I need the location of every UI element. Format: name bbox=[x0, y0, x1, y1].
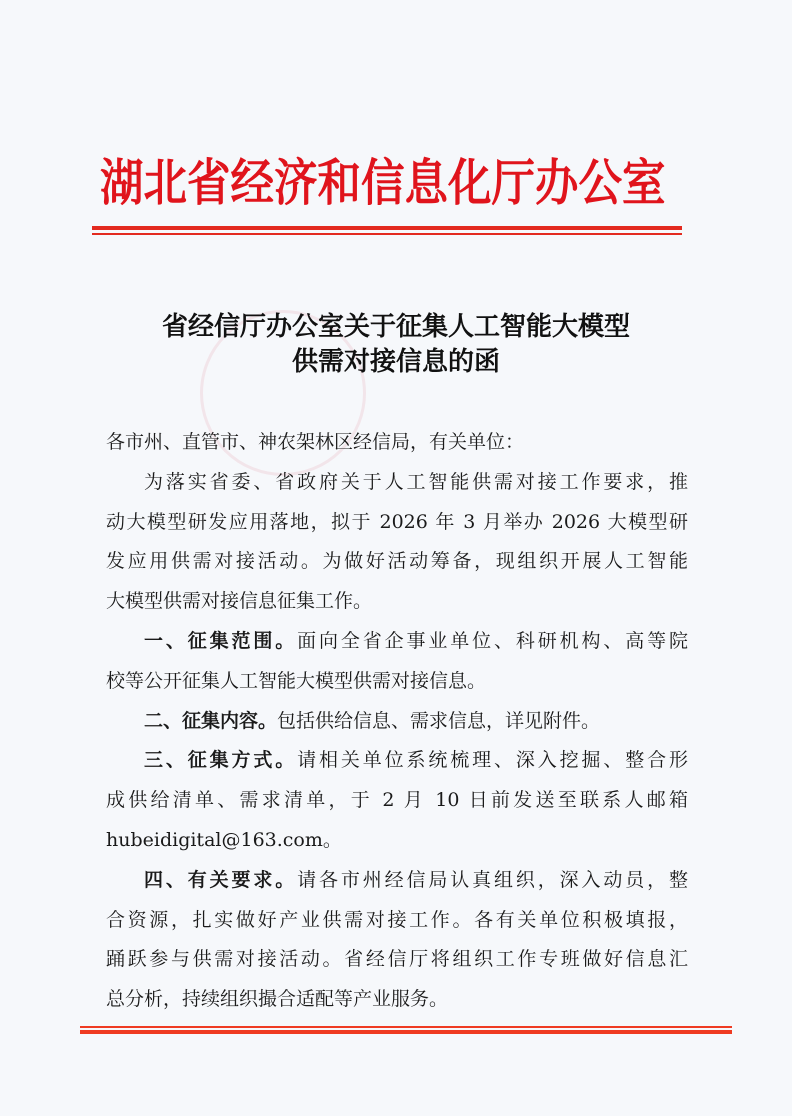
line-text: 请相关单位系统梳理、深入挖掘、整合形 bbox=[297, 749, 688, 772]
paragraph bbox=[106, 622, 688, 702]
paragraph-line bbox=[106, 901, 688, 941]
paragraph-line bbox=[106, 980, 688, 1020]
section-heading: 一、征集范围。 bbox=[144, 629, 298, 652]
line-text: 为落实省委、省政府关于人工智能供需对接工作要求，推 bbox=[144, 470, 688, 493]
line-text: 各市州、直管市、神农架林区经信局，有关单位： bbox=[106, 431, 525, 453]
document-title-line-2: 供需对接信息的函 bbox=[291, 347, 500, 377]
paragraph bbox=[106, 702, 688, 742]
paragraph-line bbox=[106, 662, 688, 702]
section-heading: 四、有关要求。 bbox=[144, 868, 298, 891]
paragraph-line bbox=[106, 463, 688, 503]
line-text: 面向全省企事业单位、科研机构、高等院 bbox=[297, 629, 688, 652]
paragraph-line bbox=[106, 821, 688, 861]
paragraph-line bbox=[106, 503, 688, 543]
paragraph-line bbox=[106, 741, 688, 781]
line-text: 大模型供需对接信息征集工作。 bbox=[106, 590, 373, 613]
line-text: 总分析，持续组织撮合适配等产业服务。 bbox=[106, 988, 449, 1011]
document-body bbox=[106, 423, 688, 1020]
document-title-line-1: 省经信厅办公室关于征集人工智能大模型 bbox=[161, 312, 630, 342]
paragraph-line bbox=[106, 940, 688, 980]
line-text: 包括供给信息、需求信息，详见附件。 bbox=[277, 709, 601, 732]
line-text: 成供给清单、需求清单，于 2 月 10 日前发送至联系人邮箱 bbox=[106, 789, 688, 812]
paragraph-line bbox=[106, 423, 688, 463]
line-text: 合资源，扎实做好产业供需对接工作。各有关单位积极填报， bbox=[106, 908, 688, 931]
paragraph-line bbox=[106, 582, 688, 622]
paragraph-line bbox=[106, 622, 688, 662]
line-text: 校等公开征集人工智能大模型供需对接信息。 bbox=[106, 669, 487, 692]
red-footer-rule-thin bbox=[80, 1026, 732, 1028]
paragraph-line bbox=[106, 702, 688, 742]
red-footer-rule-thick bbox=[80, 1030, 732, 1034]
paragraph-line bbox=[106, 542, 688, 582]
section-heading: 三、征集方式。 bbox=[144, 749, 298, 772]
red-header-rule-thick bbox=[92, 226, 682, 230]
paragraph-line bbox=[106, 781, 688, 821]
line-text: 请各市州经信局认真组织，深入动员，整 bbox=[297, 868, 688, 891]
paragraph bbox=[106, 423, 688, 463]
paragraph bbox=[106, 861, 688, 1020]
issuing-organization-title: 湖北省经济和信息化厅办公室 bbox=[100, 155, 666, 213]
red-header-rule-thin bbox=[92, 233, 682, 235]
line-text: 踊跃参与供需对接活动。省经信厅将组织工作专班做好信息汇 bbox=[106, 948, 688, 971]
paragraph-line bbox=[106, 861, 688, 901]
paragraph bbox=[106, 741, 688, 860]
line-text: hubeidigital@163.com。 bbox=[106, 828, 342, 851]
section-heading: 二、征集内容。 bbox=[144, 709, 278, 732]
line-text: 动大模型研发应用落地，拟于 2026 年 3 月举办 2026 大模型研 bbox=[106, 510, 688, 533]
line-text: 发应用供需对接活动。为做好活动筹备，现组织开展人工智能 bbox=[106, 550, 688, 573]
paragraph bbox=[106, 463, 688, 622]
